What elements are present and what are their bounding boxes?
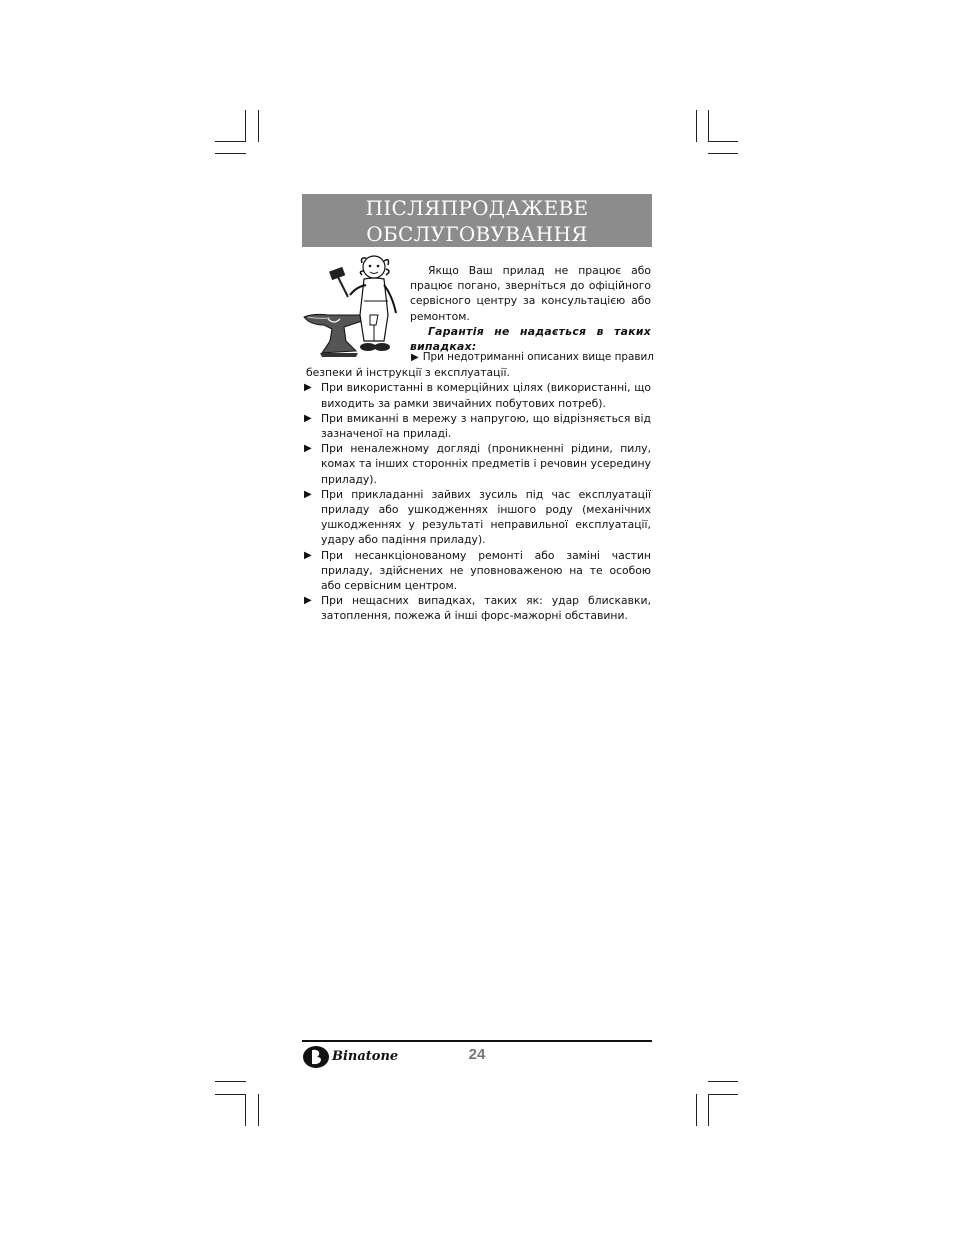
triangle-right-icon: ▶ — [304, 549, 312, 561]
list-item — [304, 548, 651, 594]
crop-mark — [258, 1094, 259, 1126]
list-item — [304, 593, 651, 623]
crop-mark — [708, 1094, 709, 1126]
triangle-right-icon: ▶ — [304, 595, 312, 607]
intro-paragraph: Якщо Ваш прилад не працює або працює погано, зверніться до офіційного сервісного центру за консультацією або ремонтом. — [410, 264, 651, 323]
triangle-right-icon: ▶ — [304, 443, 312, 455]
triangle-right-icon: ▶ — [304, 412, 312, 424]
list-item — [304, 350, 654, 380]
title-line-1: ПІСЛЯПРОДАЖЕВЕ — [365, 196, 589, 220]
intro-text — [410, 263, 651, 354]
crop-mark — [215, 1094, 246, 1095]
crop-mark — [708, 1094, 738, 1095]
list-item-text: При нещасних випадках, таких як: удар блискавки, затоплення, пожежа й інші форс-мажорні обставини. — [321, 594, 651, 623]
crop-mark — [258, 110, 259, 142]
list-item — [304, 487, 651, 548]
list-item-text: безпеки й інструкції з експлуатації. — [306, 366, 510, 380]
blacksmith-anvil-illustration — [300, 255, 404, 361]
crop-mark — [215, 1081, 246, 1082]
crop-mark — [708, 1081, 738, 1082]
triangle-right-icon: ▶ — [411, 352, 419, 363]
crop-mark — [708, 110, 709, 142]
list-item-text: При прикладанні зайвих зусиль під час експлуатації приладу або ушкодженнях іншого роду (механічних ушкодженнях у результаті неправильної експлуатації, удару або падіння приладу). — [321, 487, 651, 547]
list-item-text: При вмиканні в мережу з напругою, що відрізняється від зазначеної на приладі. — [321, 411, 651, 441]
crop-mark — [215, 153, 246, 154]
list-item — [304, 411, 651, 441]
crop-mark — [245, 1094, 246, 1126]
list-item-text: При використанні в комерційних цілях (використанні, що виходить за рамки звичайних побутових потреб). — [321, 381, 651, 410]
title-line-2: ОБСЛУГОВУВАННЯ — [366, 222, 588, 246]
list-item-text: При неналежному догляді (проникненні рідини, пилу, комах та інших сторонніх предметів і речовин усередину приладу). — [321, 442, 651, 486]
brand-name: Binatone — [332, 1049, 399, 1064]
list-item-text: При недотриманні описаних вище правил — [422, 351, 654, 363]
warranty-exclusions-list — [304, 350, 654, 624]
binatone-logo-mark — [302, 1045, 330, 1069]
list-item — [304, 380, 651, 410]
crop-mark — [696, 1094, 697, 1126]
crop-mark — [708, 141, 738, 142]
list-item-text: При несанкціонованому ремонті або заміні частин приладу, здійснених не уповноваженою на те особою або сервісним центром. — [321, 548, 651, 593]
triangle-right-icon: ▶ — [304, 382, 312, 394]
footer-divider — [302, 1040, 652, 1042]
warranty-heading: Гарантія не надається в таких випадках: — [410, 324, 651, 354]
crop-mark — [215, 141, 246, 142]
crop-mark — [708, 153, 738, 154]
list-item — [304, 441, 651, 487]
section-title — [302, 194, 652, 247]
page-number: 24 — [468, 1046, 486, 1063]
crop-mark — [696, 110, 697, 142]
triangle-right-icon: ▶ — [304, 488, 312, 500]
crop-mark — [245, 110, 246, 142]
